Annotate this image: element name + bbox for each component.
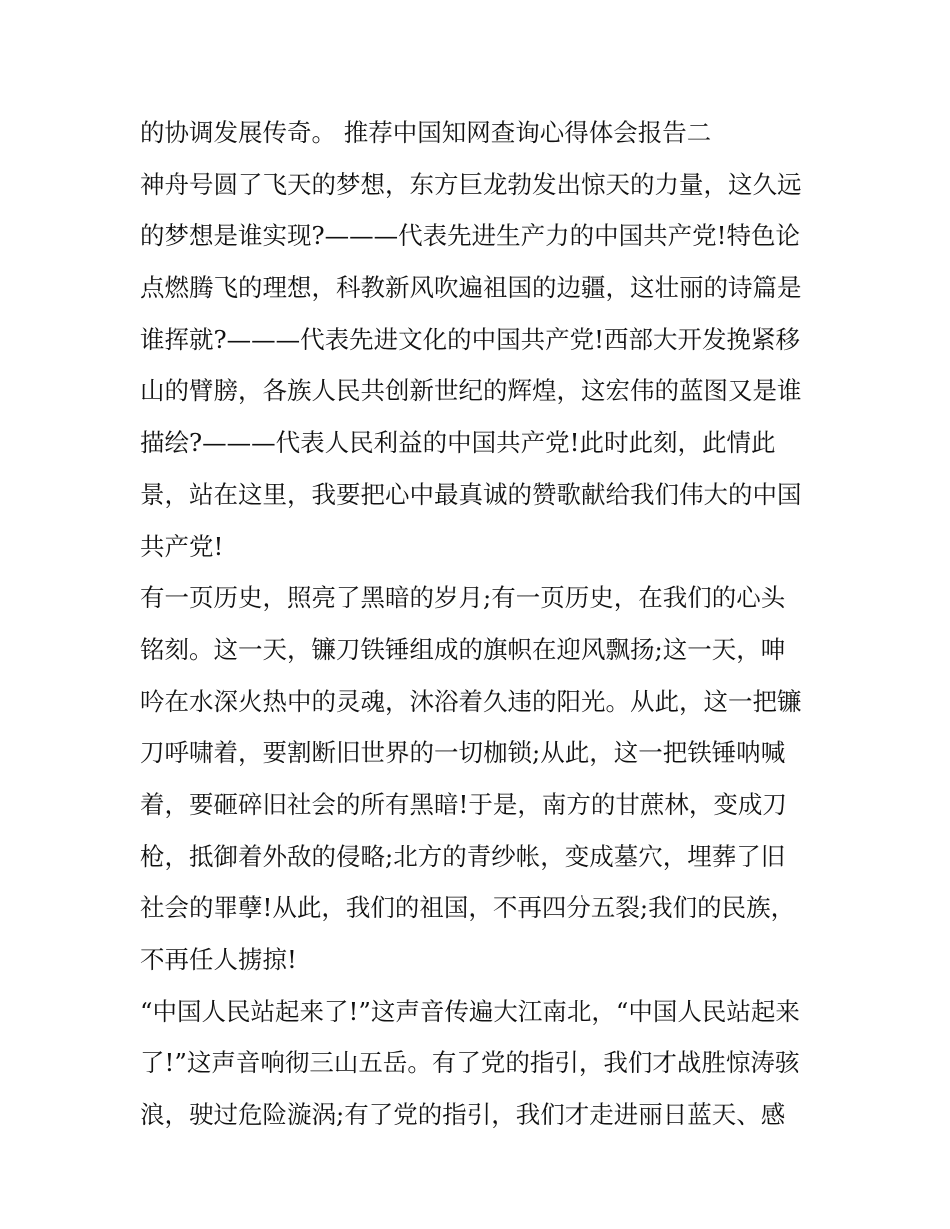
text-line: 神舟号圆了飞天的梦想，东方巨龙勃发出惊天的力量，这久远 (140, 169, 802, 199)
text-line: 社会的罪孽!从此，我们的祖国，不再四分五裂;我们的民族， (140, 893, 796, 923)
text-line: 浪，驶过危险漩涡;有了党的指引，我们才走进丽日蓝天、感 (140, 1100, 786, 1130)
text-line: 吟在水深火热中的灵魂，沐浴着久违的阳光。从此，这一把镰 (140, 686, 802, 716)
text-line: “中国人民站起来了!”这声音传遍大江南北，“中国人民站起来 (140, 996, 800, 1026)
text-line: 着，要砸碎旧社会的所有黑暗!于是，南方的甘蔗林，变成刀 (140, 789, 787, 819)
text-line: 山的臂膀，各族人民共创新世纪的辉煌，这宏伟的蓝图又是谁 (140, 376, 802, 406)
text-line: 刀呼啸着，要割断旧世界的一切枷锁;从此，这一把铁锤呐喊 (140, 738, 786, 768)
text-line: 描绘?———代表人民利益的中国共产党!此时此刻，此情此 (140, 428, 776, 458)
text-line: 铭刻。这一天，镰刀铁锤组成的旗帜在迎风飘扬;这一天，呻 (140, 634, 786, 664)
text-line: 的梦想是谁实现?———代表先进生产力的中国共产党!特色论 (140, 221, 800, 251)
text-line: 的协调发展传奇。 推荐中国知网查询心得体会报告二 (140, 118, 712, 147)
document-body-text (140, 107, 830, 1141)
text-line: 不再任人掳掠! (140, 945, 297, 974)
text-line: 点燃腾飞的理想，科教新风吹遍祖国的边疆，这壮丽的诗篇是 (140, 273, 802, 303)
text-line: 有一页历史，照亮了黑暗的岁月;有一页历史，在我们的心头 (140, 583, 786, 613)
text-line: 共产党! (140, 531, 224, 561)
text-line: 枪，抵御着外敌的侵略;北方的青纱帐，变成墓穴，埋葬了旧 (140, 841, 786, 871)
text-line: 谁挥就?———代表先进文化的中国共产党!西部大开发挽紧移 (140, 324, 800, 354)
text-line: 景，站在这里，我要把心中最真诚的赞歌献给我们伟大的中国 (140, 479, 802, 509)
text-line: 了!”这声音响彻三山五岳。有了党的指引，我们才战胜惊涛骇 (140, 1048, 800, 1078)
